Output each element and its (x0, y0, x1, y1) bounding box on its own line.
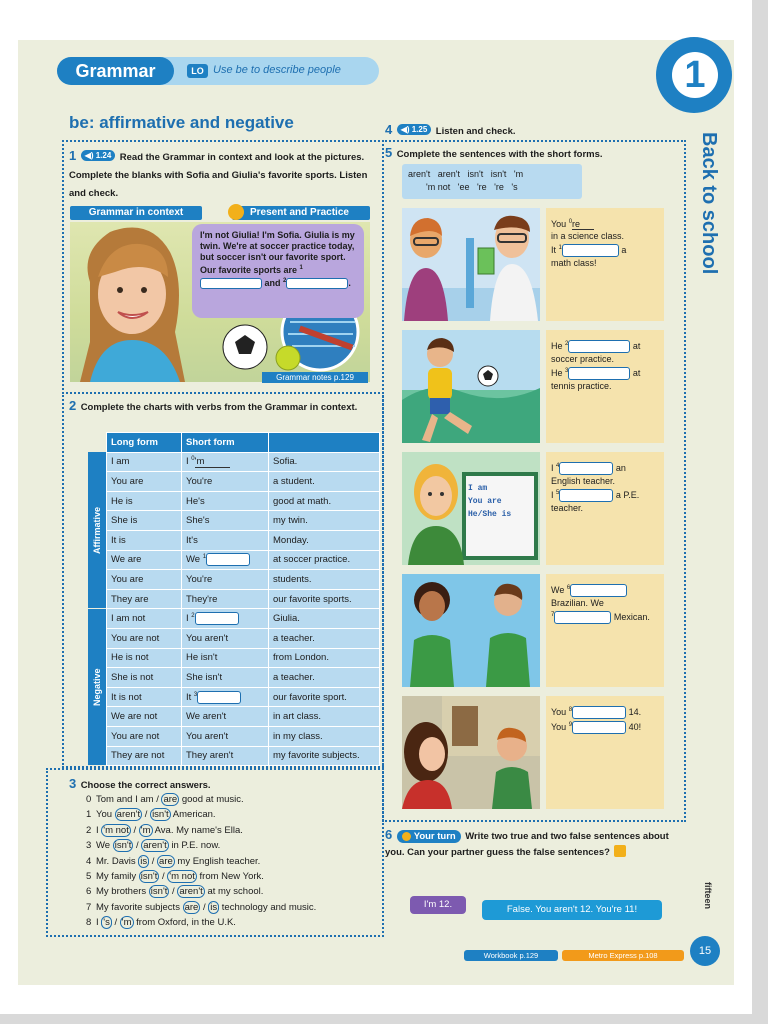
chart-short-text: She's (186, 515, 210, 527)
chart-cell-long: It is not (107, 687, 182, 707)
ex3-item-number: 3 (86, 840, 92, 852)
ex3-item: 7 My favorite subjects are / is technology and music. (86, 900, 376, 915)
chart-row (107, 668, 380, 688)
chart-cell-short (182, 687, 269, 707)
chart-short-text: I (186, 613, 189, 625)
ex3-option-b[interactable]: are (159, 855, 173, 867)
ex3-item: 3 We isn't / aren't in P.E. now. (86, 838, 376, 853)
ex2-number: 2 (69, 398, 77, 413)
chart-cell-rest: good at math. (269, 491, 380, 511)
chart-short-text: She isn't (186, 671, 223, 683)
ex1-audio-track: 1.24 (95, 151, 112, 161)
ex2-header (69, 397, 369, 415)
chart-short-text: You aren't (186, 730, 229, 742)
panel-1-text (546, 208, 664, 321)
grammar-notes-label: Grammar notes p.129 (262, 372, 368, 383)
chart-cell-short (182, 511, 269, 531)
chart-row (107, 550, 380, 570)
unit-title-text: Back to school (698, 132, 720, 275)
your-turn-label (397, 830, 461, 843)
ex3-list (86, 792, 376, 931)
chart-cell-short (182, 452, 269, 472)
ex4-header (385, 121, 685, 139)
ex2-instruction: Complete the charts with verbs from the Grammar in context. (80, 402, 358, 413)
panel-2-blank-2[interactable] (568, 367, 630, 380)
chart-cell-short (182, 589, 269, 609)
chart-cell-rest: in my class. (269, 726, 380, 746)
notebook-icon (614, 845, 626, 857)
board-line-2: You are (468, 497, 502, 506)
panel-5-line-2: You $^9$ 40! (551, 719, 659, 734)
speech-blank-2[interactable] (286, 278, 348, 289)
panel-4-picture (402, 574, 540, 687)
ex3-option-b[interactable]: aren't (179, 886, 203, 898)
ex3-item-text: My family (96, 871, 137, 883)
chart-short-text: He isn't (186, 652, 218, 664)
ex1-number: 1 (69, 148, 77, 163)
ex5-instruction: Complete the sentences with the short forms. (396, 149, 603, 160)
ex3-item-number: 4 (86, 855, 92, 867)
ex3-item-text: from Oxford, in the U.K. (136, 917, 236, 929)
ex3-item: 1 You aren't / isn't American. (86, 807, 376, 822)
chart-cell-long: We are not (107, 707, 182, 727)
chart-short-text: He's (186, 495, 205, 507)
chart-row (107, 472, 380, 492)
negative-label: Negative (88, 609, 106, 765)
chart-cell-short (182, 707, 269, 727)
ex3-option-a[interactable]: 'm not (103, 824, 129, 836)
chart-cell-rest: a student. (269, 472, 380, 492)
ex1-audio-icon[interactable]: ◀) 1.24 (81, 150, 116, 161)
ex3-instruction: Choose the correct answers. (80, 780, 211, 791)
ex3-item-text: You (96, 809, 113, 821)
chart-cell-rest: Monday. (269, 530, 380, 550)
ex3-option-b[interactable]: is (210, 901, 218, 913)
arrow-icon (402, 832, 411, 841)
chart-short-text: We aren't (186, 711, 227, 723)
chart-cell-short (182, 570, 269, 590)
ex3-option-a[interactable]: are (163, 794, 178, 805)
panel-3-blank-1[interactable] (559, 462, 613, 475)
affirmative-label: Affirmative (88, 452, 106, 608)
ex3-item-text: my English teacher. (177, 855, 261, 867)
panel-3-blank-2[interactable] (559, 489, 613, 502)
panel-1-line-1: You $^0$re (551, 216, 659, 230)
chart-short-text: You're (186, 573, 213, 585)
ex3-item-text: in P.E. now. (171, 840, 221, 852)
chart-row (107, 687, 380, 707)
chart-cell-short (182, 550, 269, 570)
chart-short-text: It (186, 691, 192, 703)
ex3-item-text: We (96, 840, 111, 852)
ex3-option-a[interactable]: isn't (114, 840, 132, 852)
chart-row (107, 648, 380, 668)
panel-1-picture (402, 208, 540, 321)
ex5-header (385, 144, 675, 162)
chart-short-text: It's (186, 534, 198, 546)
ex3-item-number: 2 (86, 824, 92, 836)
chart-cell-long: You are not (107, 726, 182, 746)
chart-cell-short (182, 746, 269, 766)
grammar-chart (106, 432, 380, 766)
ex3-option-b[interactable]: isn't (152, 809, 169, 821)
chart-cell-rest: from London. (269, 648, 380, 668)
chart-cell-short (182, 668, 269, 688)
ex3-item-text: from New York. (199, 871, 264, 883)
chart-cell-rest: students. (269, 570, 380, 590)
grammar-in-context-label: Grammar in context (70, 206, 202, 220)
speech-text: I'm not Giulia! I'm Sofia. Giulia is my twin. We're at soccer practice today, but soccer isn't our favorite sport. Our favorite sports are (200, 230, 355, 275)
chart-cell-long: We are (107, 550, 182, 570)
ex3-item (86, 792, 376, 807)
panel-1-blank-1[interactable] (562, 244, 619, 257)
ex6-number: 6 (385, 827, 393, 842)
panel-1-line-2: in a science class. (551, 231, 625, 241)
ex3-item: 5 My family isn't / 'm not from New York. (86, 869, 376, 884)
chart-row (107, 726, 380, 746)
board-line-3: He/She is (468, 510, 512, 519)
ex5-number: 5 (385, 145, 393, 160)
chart-cell-long: They are not (107, 746, 182, 766)
chart-row (107, 609, 380, 629)
chart-row (107, 530, 380, 550)
word-box-line-2: 'm not 'ee 're 're 's (426, 182, 518, 192)
chart-row (107, 452, 380, 472)
panel-5-picture (402, 696, 540, 809)
chart-cell-short (182, 648, 269, 668)
chart-blank[interactable] (197, 691, 241, 704)
chart-cell-long: You are (107, 570, 182, 590)
chart-row (107, 570, 380, 590)
panel-2-picture (402, 330, 540, 443)
present-practice-label (232, 206, 370, 220)
panel-4-text (546, 574, 664, 687)
word-box (402, 164, 582, 199)
ex3-option-a[interactable]: is (140, 855, 148, 867)
chart-cell-short (182, 628, 269, 648)
ex3-item-number: 6 (86, 886, 92, 898)
ex3-option-b[interactable]: aren't (143, 840, 167, 852)
chart-short-text: We (186, 554, 201, 566)
ex3-number: 3 (69, 776, 77, 791)
ex1-instruction: Read the Grammar in context and look at the pictures. Complete the blanks with Sofia and Giulia's favorite sports. Listen and check. (69, 152, 368, 199)
chart-cell-long: She is not (107, 668, 182, 688)
lo-badge: LO (187, 64, 208, 78)
ex3-item-text: American. (172, 809, 216, 821)
panel-2-line-4: tennis practice. (551, 381, 612, 392)
chart-filled-answer: 'm (195, 456, 231, 468)
your-turn-text: Your turn (413, 831, 456, 842)
present-practice-text: Present and Practice (250, 207, 349, 218)
chart-row (107, 746, 380, 766)
chart-header-short: Short form (182, 433, 269, 453)
panel-2-line-3: He $^3$ at (551, 365, 659, 380)
ex4-audio-track: 1.25 (411, 125, 428, 135)
ex3-item-text: Tom and I am / (96, 794, 159, 805)
chart-row (107, 511, 380, 531)
chart-short-text: They're (186, 593, 218, 605)
chart-cell-rest: a teacher. (269, 668, 380, 688)
ex3-option-a[interactable]: isn't (140, 871, 158, 883)
chart-row (107, 628, 380, 648)
speech-and: and (264, 278, 281, 288)
chart-row (107, 589, 380, 609)
chart-short-text: You aren't (186, 632, 229, 644)
ex6-instruction: Write two true and two false sentences about you. Can your partner guess the false sentences? (385, 831, 669, 858)
ex1-header (69, 147, 369, 201)
science-class-illustration (402, 208, 540, 321)
chart-short-text: You're (186, 475, 213, 487)
panel-3-picture (402, 452, 540, 565)
chart-cell-short (182, 609, 269, 629)
chart-row (107, 707, 380, 727)
panel-1-line-3: It $^1$ a (551, 242, 659, 257)
ex3-option-a[interactable]: isn't (150, 886, 168, 898)
ex3-item-text: I (96, 917, 99, 929)
ex6-header (385, 828, 685, 860)
chart-cell-rest: my twin. (269, 511, 380, 531)
chart-blank[interactable] (206, 553, 250, 566)
speech-blank-1[interactable] (200, 278, 262, 289)
panel-3-line-2: English teacher. (551, 476, 616, 487)
ex3-item-text: My brothers (96, 886, 147, 898)
chart-cell-long: He is (107, 491, 182, 511)
chart-cell-short (182, 491, 269, 511)
panel-2-text (546, 330, 664, 443)
speech-bubble-student: I'm 12. (410, 896, 466, 914)
ex3-header (69, 775, 369, 793)
chart-cell-rest: my favorite subjects. (269, 746, 380, 766)
page-word (700, 880, 718, 930)
chart-cell-long: He is not (107, 648, 182, 668)
chart-cell-rest: Sofia. (269, 452, 380, 472)
panel-4-line-2: Brazilian. We (551, 598, 604, 609)
chart-header-blank (269, 433, 380, 453)
unit-title (697, 132, 723, 322)
panel-5-blank-2[interactable] (572, 721, 626, 734)
ex3-item-text: good at music. (181, 794, 244, 805)
ex3-item: 8 I 's / 'm from Oxford, in the U.K. (86, 915, 376, 930)
chart-header-row (107, 433, 380, 453)
panel-2-blank-1[interactable] (568, 340, 630, 353)
chart-blank-number: 0 (191, 456, 195, 463)
unit-number: 1 (672, 52, 718, 98)
ex4-instruction: Listen and check. (435, 126, 516, 137)
word-box-line-1: aren't aren't isn't isn't 'm (408, 169, 524, 179)
chart-cell-short (182, 472, 269, 492)
ex3-item: 6 My brothers isn't / aren't at my school. (86, 884, 376, 899)
soccer-boy-illustration (402, 330, 540, 443)
chart-short-text: They aren't (186, 750, 234, 762)
chart-cell-rest: a teacher. (269, 628, 380, 648)
ex3-option-b[interactable]: 'm (121, 917, 132, 929)
chart-short-text: I (186, 456, 189, 468)
panel-4-line-1: We $^6$ (551, 582, 659, 597)
two-boys-illustration (402, 574, 540, 687)
ex3-item-text: My favorite subjects (96, 901, 180, 913)
panel-4-blank-2[interactable] (554, 611, 611, 624)
ex4-audio-icon[interactable]: ◀) 1.25 (397, 124, 432, 135)
chart-blank[interactable] (195, 612, 239, 625)
chart-cell-long: I am (107, 452, 182, 472)
page-number: 15 (690, 936, 720, 966)
chart-cell-long: They are (107, 589, 182, 609)
ex3-item-text: technology and music. (221, 901, 317, 913)
panel-4-line-3: $^7$ Mexican. (551, 609, 659, 624)
chart-cell-rest: our favorite sports. (269, 589, 380, 609)
ex3-item-text: Mr. Davis (96, 855, 136, 867)
page-word-text: fifteen (703, 882, 713, 909)
ex3-item-text: I (96, 824, 99, 836)
chart-cell-long: You are not (107, 628, 182, 648)
ex3-item: 2 I 'm not / 'm Ava. My name's Ella. (86, 823, 376, 838)
chart-blank-number: 1 (202, 554, 207, 561)
chart-cell-long: I am not (107, 609, 182, 629)
ex3-item-text: Ava. My name's Ella. (154, 824, 243, 836)
chart-cell-rest: Giulia. (269, 609, 380, 629)
ex3-item-number: 5 (86, 871, 92, 883)
ex4-number: 4 (385, 122, 393, 137)
panel-5-text (546, 696, 664, 809)
ex3-item-number: 0 (86, 794, 92, 805)
panel-3-line-3: I $^5$ a P.E. (551, 487, 659, 502)
ex3-item: 4 Mr. Davis is / are my English teacher. (86, 854, 376, 869)
panel-2-line-2: soccer practice. (551, 354, 615, 365)
ex3-option-a[interactable]: are (184, 901, 199, 913)
chart-row (107, 491, 380, 511)
chart-cell-rest: in art class. (269, 707, 380, 727)
chart-cell-short (182, 530, 269, 550)
chart-cell-short (182, 726, 269, 746)
ex3-item-number: 7 (86, 901, 92, 913)
ex3-option-b[interactable]: 'm not (169, 871, 195, 883)
panel-5-line-1: You $^8$ 14. (551, 704, 659, 719)
ex3-option-b[interactable]: 'm (140, 824, 151, 836)
panel-4-blank-1[interactable] (570, 584, 627, 597)
panel-3-line-1: I $^4$ an (551, 460, 659, 475)
metro-express-reference: Metro Express p.108 (562, 950, 684, 961)
chart-cell-rest: at soccer practice. (269, 550, 380, 570)
ex3-option-a[interactable]: 's (103, 917, 110, 929)
speech-bubble: I'm not Giulia! I'm Sofia. Giulia is my twin. We're at soccer practice today, but soccer isn't our favorite sport. Our favorite sports are $^1$ and $^2$ . (192, 224, 364, 318)
speech-bubble-partner: False. You aren't 12. You're 11! (482, 900, 662, 920)
board-text (468, 482, 511, 521)
panel-5-blank-1[interactable] (572, 706, 626, 719)
chart-cell-rest: our favorite sport. (269, 687, 380, 707)
chart-header-long: Long form (107, 433, 182, 453)
ex3-option-a[interactable]: aren't (116, 809, 141, 821)
panel-3-text (546, 452, 664, 565)
school-corridor-illustration (402, 696, 540, 809)
chart-blank-number: 3 (193, 691, 198, 698)
magnifier-icon (228, 204, 244, 220)
ex3-item-number: 8 (86, 917, 92, 929)
section-title: be: affirmative and negative (69, 113, 294, 132)
chart-blank-number: 2 (191, 613, 195, 619)
chart-cell-long: You are (107, 472, 182, 492)
board-line-1: I am (468, 484, 488, 493)
panel-2-line-1: He $^2$ at (551, 338, 659, 353)
chart-cell-long: It is (107, 530, 182, 550)
panel-1-line-4: math class! (551, 258, 597, 269)
panel-1-filled-answer: re (572, 219, 594, 230)
panel-3-line-4: teacher. (551, 503, 584, 514)
grammar-label: Grammar (57, 57, 174, 85)
learning-objective: Use be to describe people (213, 64, 341, 76)
ex3-item-number: 1 (86, 809, 92, 821)
ex3-item-text: at my school. (207, 886, 264, 898)
workbook-reference: Workbook p.129 (464, 950, 558, 961)
chart-cell-long: She is (107, 511, 182, 531)
